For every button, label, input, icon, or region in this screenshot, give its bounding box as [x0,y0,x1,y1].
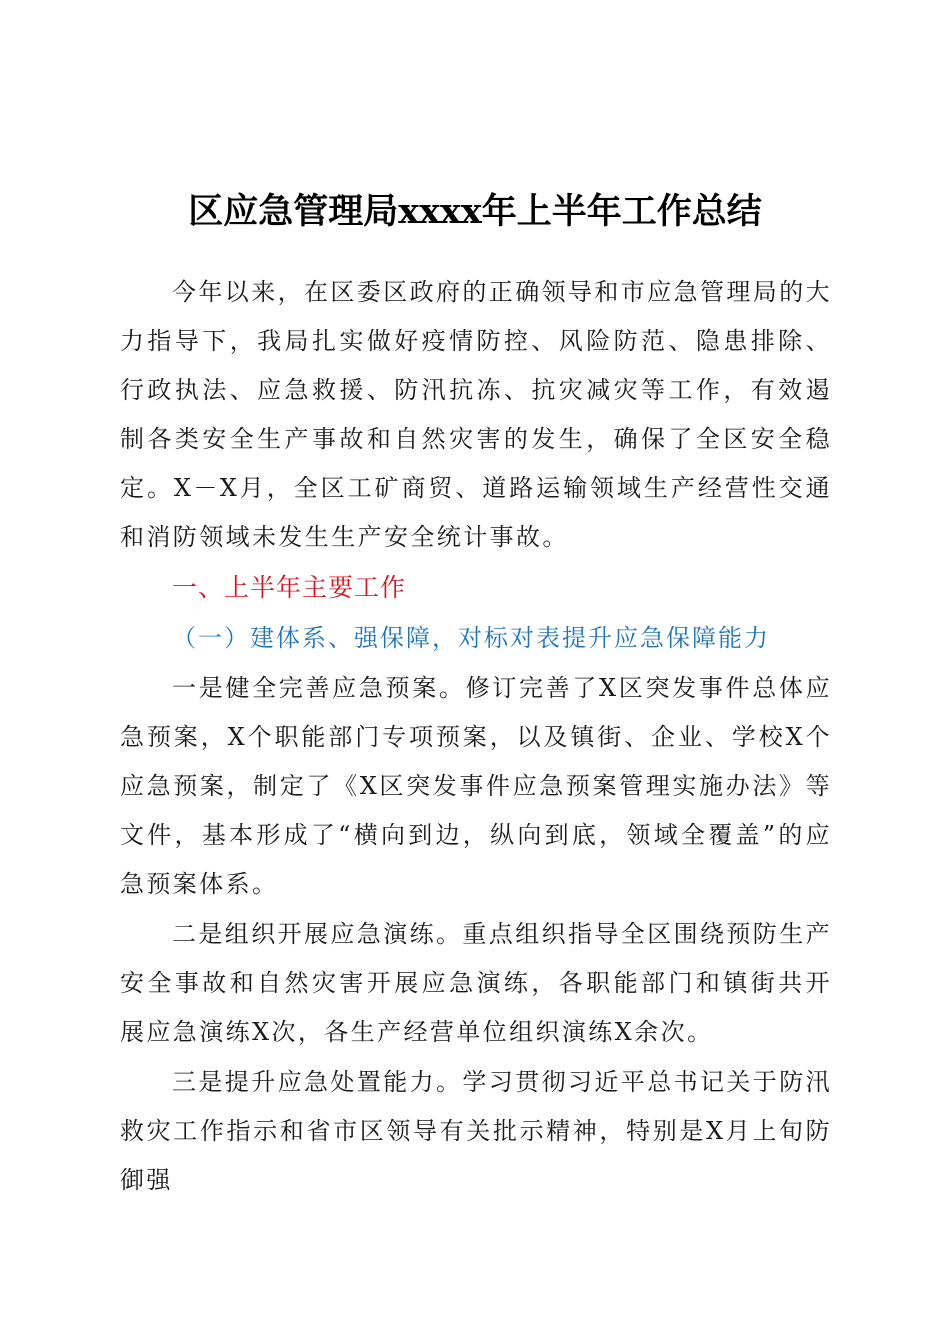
subsection-heading-system-building: （一）建体系、强保障，对标对表提升应急保障能力 [172,624,770,652]
intro-paragraph: 今年以来，在区委区政府的正确领导和市应急管理局的大力指导下，我局扎实做好疫情防控、风险防范、隐患排除、行政执法、应急救援、防汛抗冻、抗灾减灾等工作，有效遏制各类安全生产事故和自然灾害的发生，确保了全区安全稳定。X－X月，全区工矿商贸、道路运输领域生产经营性交通和消防领域未发生生产安全统计事故。 [120,278,832,551]
paragraph-emergency-drills: 二是组织开展应急演练。重点组织指导全区围绕预防生产安全事故和自然灾害开展应急演练，各职能部门和镇街共开展应急演练X次，各生产经营单位组织演练X余次。 [120,920,832,1046]
document-title: 区应急管理局xxxx年上半年工作总结 [188,191,762,232]
paragraph-emergency-plans: 一是健全完善应急预案。修订完善了X区突发事件总体应急预案，X个职能部门专项预案，以及镇街、企业、学校X个应急预案，制定了《X区突发事件应急预案管理实施办法》等文件，基本形成了“横向到边，纵向到底，领域全覆盖”的应急预案体系。 [120,674,832,898]
paragraph-response-capability: 三是提升应急处置能力。学习贯彻习近平总书记关于防汛救灾工作指示和省市区领导有关批示精神，特别是X月上旬防御强 [120,1068,832,1194]
section-heading-main-work: 一、上半年主要工作 [172,573,407,602]
